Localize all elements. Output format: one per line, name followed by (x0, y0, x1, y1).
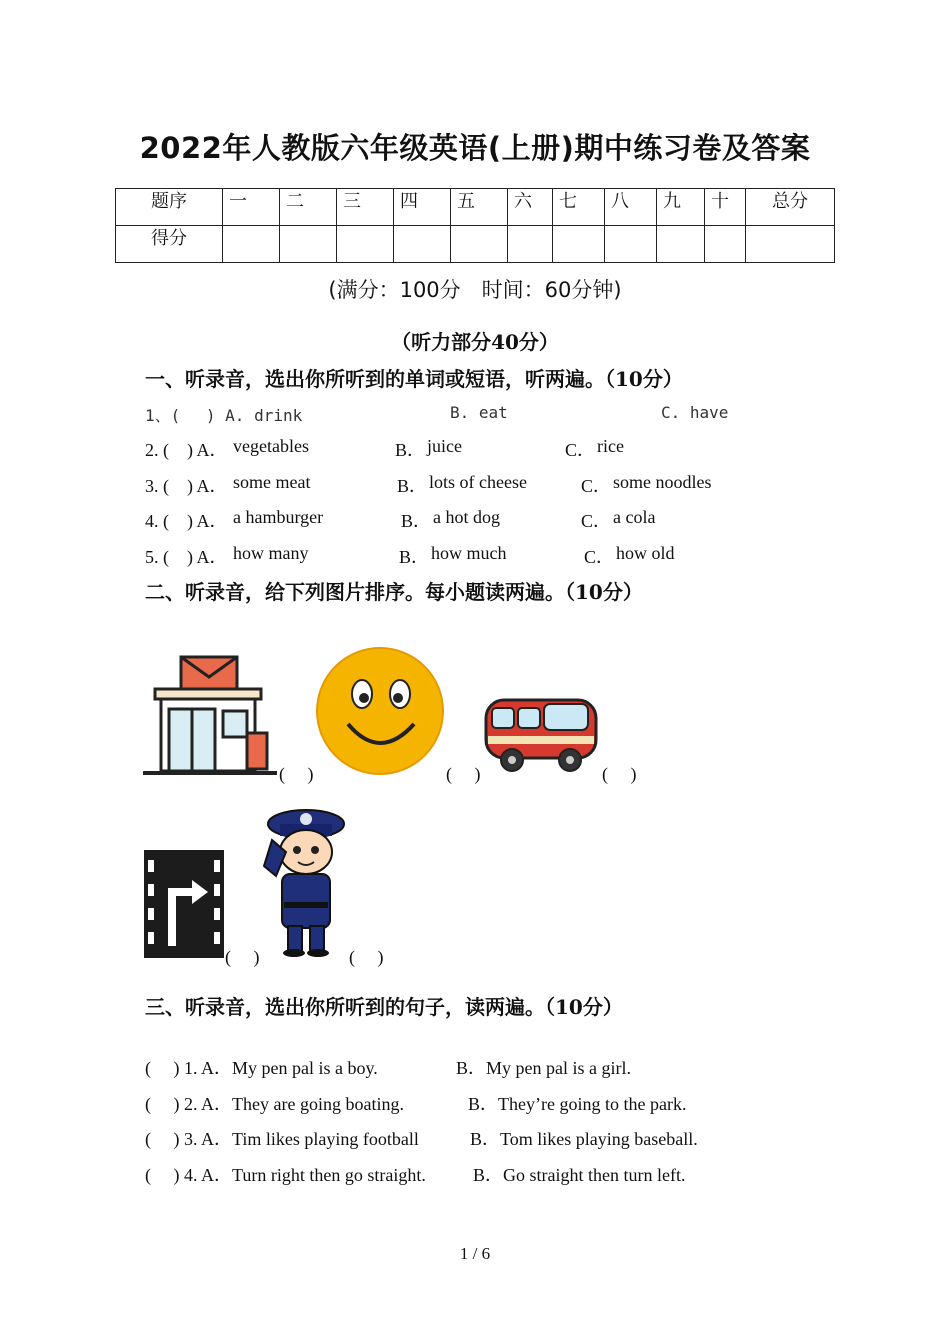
option-c-label: C． (584, 547, 615, 567)
option-c-label: C． (581, 511, 612, 531)
sentence-option-b: B．They’re going to the park. (468, 1094, 687, 1114)
section2-heading: 二、听录音，给下列图片排序。每小题读两遍。（10分） (145, 580, 643, 604)
option-c-label: C． (565, 440, 596, 460)
score-cell: 四 (394, 189, 451, 226)
score-cell: 题序 (116, 189, 223, 226)
score-input-cell[interactable] (553, 226, 605, 263)
answer-paren[interactable]: ( ) (446, 764, 481, 784)
score-input-cell[interactable] (394, 226, 451, 263)
score-cell: 十 (705, 189, 746, 226)
score-input-cell[interactable] (280, 226, 337, 263)
q1-option-c: C. have (661, 403, 729, 422)
option-b-label: B． (395, 440, 426, 460)
score-table-score-row (116, 226, 835, 263)
option-b-label: B． (401, 511, 432, 531)
score-input-cell[interactable] (337, 226, 394, 263)
score-input-cell[interactable] (508, 226, 553, 263)
section3-heading: 三、听录音，选出你所听到的句子，读两遍。（10分） (145, 995, 623, 1019)
question-num: 5. ( ) A． (145, 547, 228, 567)
section1-heading: 一、听录音，选出你所听到的单词或短语，听两遍。（10分） (145, 367, 683, 391)
score-cell: 二 (280, 189, 337, 226)
smiley-face-picture (314, 646, 446, 776)
q1-option-a: 1、( ) A. drink (145, 406, 303, 425)
sentence-option-a: ( ) 1. A．My pen pal is a boy. (145, 1058, 378, 1078)
option-b: juice (427, 436, 462, 456)
page-number: 1 / 6 (459, 1244, 491, 1263)
answer-paren[interactable]: ( ) (349, 947, 384, 967)
sentence-option-b: B．Tom likes playing baseball. (470, 1129, 698, 1149)
score-cell: 八 (605, 189, 657, 226)
sentence-option-a: ( ) 3. A．Tim likes playing football (145, 1129, 419, 1149)
listening-title: （听力部分40分） (391, 330, 559, 354)
answer-paren[interactable]: ( ) (225, 947, 260, 967)
score-table-header-row (116, 189, 835, 226)
option-b-label: B． (399, 547, 430, 567)
option-a: some meat (233, 472, 311, 492)
option-b: a hot dog (433, 507, 500, 527)
sentence-option-a: ( ) 4. A．Turn right then go straight. (145, 1165, 426, 1185)
question-num: 4. ( ) A． (145, 511, 228, 531)
exam-meta: (满分：100分 时间：60分钟) (328, 278, 622, 302)
sentence-option-a: ( ) 2. A．They are going boating. (145, 1094, 404, 1114)
option-c: rice (597, 436, 624, 456)
score-cell: 总分 (746, 189, 835, 226)
score-input-cell[interactable] (705, 226, 746, 263)
answer-paren[interactable]: ( ) (279, 764, 314, 784)
score-cell: 七 (553, 189, 605, 226)
score-label: 得分 (116, 226, 223, 263)
score-input-cell[interactable] (605, 226, 657, 263)
sentence-option-b: B．My pen pal is a girl. (456, 1058, 631, 1078)
sentence-option-b: B．Go straight then turn left. (473, 1165, 686, 1185)
option-c: how old (616, 543, 675, 563)
page-title: 2022年人教版六年级英语(上册)期中练习卷及答案 (139, 131, 811, 165)
score-input-cell[interactable] (657, 226, 705, 263)
question-num: 3. ( ) A． (145, 476, 228, 496)
score-input-cell[interactable] (451, 226, 508, 263)
option-c: some noodles (613, 472, 712, 492)
answer-paren[interactable]: ( ) (602, 764, 637, 784)
option-c-label: C． (581, 476, 612, 496)
score-cell: 九 (657, 189, 705, 226)
bus-picture (482, 692, 600, 776)
score-cell: 一 (223, 189, 280, 226)
option-b-label: B． (397, 476, 428, 496)
score-input-cell[interactable] (223, 226, 280, 263)
score-table (115, 188, 835, 263)
option-a: a hamburger (233, 507, 324, 527)
turn-right-sign-picture (144, 850, 224, 958)
option-b: how much (431, 543, 507, 563)
option-a: how many (233, 543, 309, 563)
post-office-picture (143, 655, 277, 777)
police-officer-picture (258, 806, 350, 958)
option-c: a cola (613, 507, 656, 527)
option-a: vegetables (233, 436, 309, 456)
score-cell: 六 (508, 189, 553, 226)
score-cell: 五 (451, 189, 508, 226)
q1-option-b: B. eat (450, 403, 508, 422)
score-cell: 三 (337, 189, 394, 226)
question-num: 2. ( ) A． (145, 440, 228, 460)
score-input-cell[interactable] (746, 226, 835, 263)
option-b: lots of cheese (429, 472, 527, 492)
